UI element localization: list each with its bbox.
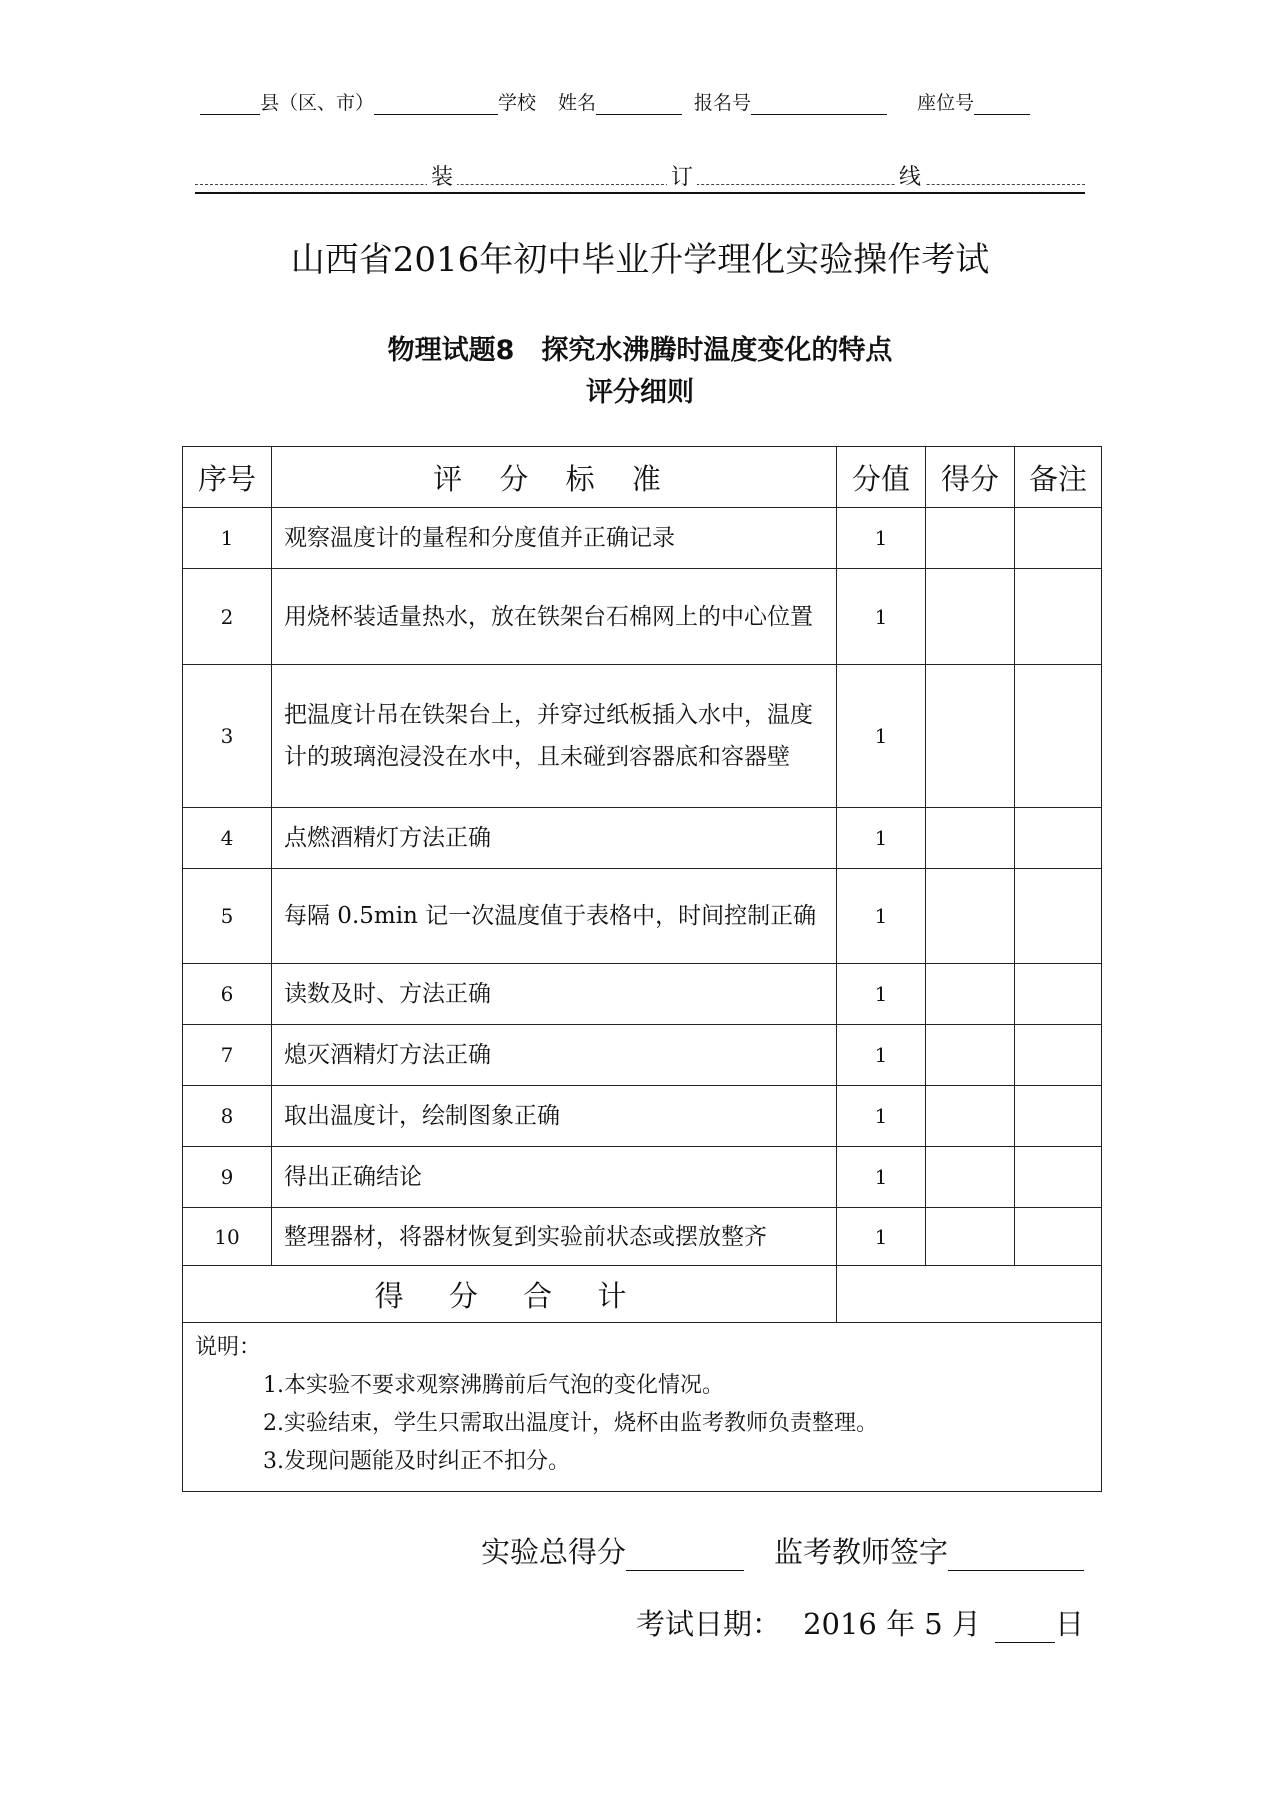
total-score-blank[interactable]: [626, 1544, 744, 1571]
row-points: 1: [837, 569, 926, 665]
table-header-row: [183, 447, 1102, 508]
row-no: 1: [183, 508, 272, 569]
row-points: 1: [837, 869, 926, 964]
total-score-label: 实验总得分: [480, 1535, 626, 1569]
row-points: 1: [837, 1086, 926, 1147]
notes-title: 说明：: [195, 1335, 262, 1360]
table-row: [183, 808, 1102, 869]
table-row: [183, 869, 1102, 964]
row-criteria: 取出温度计，绘制图象正确: [272, 1086, 837, 1147]
day-blank[interactable]: [995, 1616, 1055, 1643]
footer-date-line: [636, 1602, 1084, 1643]
date-value: 2016 年 5 月: [803, 1607, 981, 1641]
row-criteria: 点燃酒精灯方法正确: [272, 808, 837, 869]
row-points: 1: [837, 508, 926, 569]
row-no: 10: [183, 1208, 272, 1266]
table-row: [183, 1086, 1102, 1147]
note-item: 1.本实验不要求观察沸腾前后气泡的变化情况。: [263, 1373, 724, 1398]
table-row: [183, 569, 1102, 665]
table-row: [183, 964, 1102, 1025]
date-label: 考试日期：: [636, 1607, 782, 1641]
row-remark-cell[interactable]: [1015, 964, 1102, 1025]
row-no: 3: [183, 665, 272, 808]
binding-char-ding: 订: [667, 160, 697, 191]
row-points: 1: [837, 964, 926, 1025]
reg-no-blank[interactable]: [751, 94, 887, 115]
scoring-table: [182, 446, 1102, 1492]
notes-row: [183, 1323, 1102, 1492]
total-score-cell[interactable]: [837, 1266, 1102, 1323]
row-criteria: 得出正确结论: [272, 1147, 837, 1208]
row-score-cell[interactable]: [926, 964, 1015, 1025]
row-criteria: 用烧杯装适量热水，放在铁架台石棉网上的中心位置: [272, 569, 837, 665]
school-blank[interactable]: [374, 94, 498, 115]
row-criteria: 整理器材，将器材恢复到实验前状态或摆放整齐: [272, 1208, 837, 1266]
footer-signature-line: [481, 1530, 1084, 1571]
total-label: 得 分 合 计: [183, 1266, 837, 1323]
row-points: 1: [837, 1025, 926, 1086]
header-no: 序号: [183, 447, 272, 508]
row-remark-cell[interactable]: [1015, 508, 1102, 569]
school-label: 学校: [498, 92, 537, 114]
seat-blank[interactable]: [974, 94, 1030, 115]
table-row: [183, 508, 1102, 569]
county-blank[interactable]: [200, 94, 260, 115]
header-points: 分值: [837, 447, 926, 508]
row-remark-cell[interactable]: [1015, 1086, 1102, 1147]
row-score-cell[interactable]: [926, 1147, 1015, 1208]
row-remark-cell[interactable]: [1015, 665, 1102, 808]
table-row: [183, 1025, 1102, 1086]
binding-char-xian: 线: [895, 160, 925, 191]
row-no: 2: [183, 569, 272, 665]
row-remark-cell[interactable]: [1015, 1208, 1102, 1266]
row-remark-cell[interactable]: [1015, 869, 1102, 964]
row-criteria: 把温度计吊在铁架台上，并穿过纸板插入水中，温度计的玻璃泡浸没在水中，且未碰到容器底和容器壁: [272, 665, 837, 808]
table-row: [183, 1208, 1102, 1266]
row-remark-cell[interactable]: [1015, 569, 1102, 665]
row-score-cell[interactable]: [926, 508, 1015, 569]
row-no: 8: [183, 1086, 272, 1147]
row-no: 9: [183, 1147, 272, 1208]
candidate-info-line: [200, 88, 1100, 118]
row-score-cell[interactable]: [926, 1086, 1015, 1147]
day-label: 日: [1054, 1607, 1084, 1641]
row-no: 4: [183, 808, 272, 869]
note-item: 2.实验结束，学生只需取出温度计，烧杯由监考教师负责整理。: [263, 1411, 878, 1436]
row-score-cell[interactable]: [926, 665, 1015, 808]
row-points: 1: [837, 1208, 926, 1266]
binding-solid-rule: [195, 192, 1085, 194]
table-row: [183, 665, 1102, 808]
table-row: [183, 1147, 1102, 1208]
row-no: 5: [183, 869, 272, 964]
county-label: 县（区、市）: [260, 92, 375, 114]
seat-label: 座位号: [917, 92, 975, 114]
notes-cell: [183, 1323, 1102, 1492]
teacher-sign-label: 监考教师签字: [773, 1535, 948, 1569]
scoring-rules-title: 评分细则: [586, 377, 694, 408]
binding-char-zhuang: 装: [427, 160, 457, 191]
row-no: 7: [183, 1025, 272, 1086]
note-item: 3.发现问题能及时纠正不扣分。: [263, 1449, 570, 1474]
reg-no-label: 报名号: [694, 92, 752, 114]
row-score-cell[interactable]: [926, 569, 1015, 665]
name-blank[interactable]: [596, 94, 682, 115]
row-score-cell[interactable]: [926, 808, 1015, 869]
row-criteria: 熄灭酒精灯方法正确: [272, 1025, 837, 1086]
row-score-cell[interactable]: [926, 1208, 1015, 1266]
page-title: 山西省2016年初中毕业升学理化实验操作考试: [290, 240, 990, 280]
row-remark-cell[interactable]: [1015, 1147, 1102, 1208]
row-criteria: 观察温度计的量程和分度值并正确记录: [272, 508, 837, 569]
row-points: 1: [837, 808, 926, 869]
row-no: 6: [183, 964, 272, 1025]
total-row: [183, 1266, 1102, 1323]
header-score: 得分: [926, 447, 1015, 508]
teacher-sign-blank[interactable]: [948, 1544, 1084, 1571]
header-remark: 备注: [1015, 447, 1102, 508]
binding-line: [195, 160, 1085, 188]
row-criteria: 读数及时、方法正确: [272, 964, 837, 1025]
row-criteria: 每隔 0.5min 记一次温度值于表格中，时间控制正确: [272, 869, 837, 964]
row-score-cell[interactable]: [926, 869, 1015, 964]
binding-dashed-rule: [195, 184, 1085, 185]
header-criteria: 评 分 标 准: [272, 447, 837, 508]
test-subtitle: 物理试题8 探究水沸腾时温度变化的特点: [387, 335, 893, 366]
row-score-cell[interactable]: [926, 1025, 1015, 1086]
name-label: 姓名: [558, 92, 597, 114]
row-points: 1: [837, 1147, 926, 1208]
row-remark-cell[interactable]: [1015, 1025, 1102, 1086]
row-points: 1: [837, 665, 926, 808]
row-remark-cell[interactable]: [1015, 808, 1102, 869]
